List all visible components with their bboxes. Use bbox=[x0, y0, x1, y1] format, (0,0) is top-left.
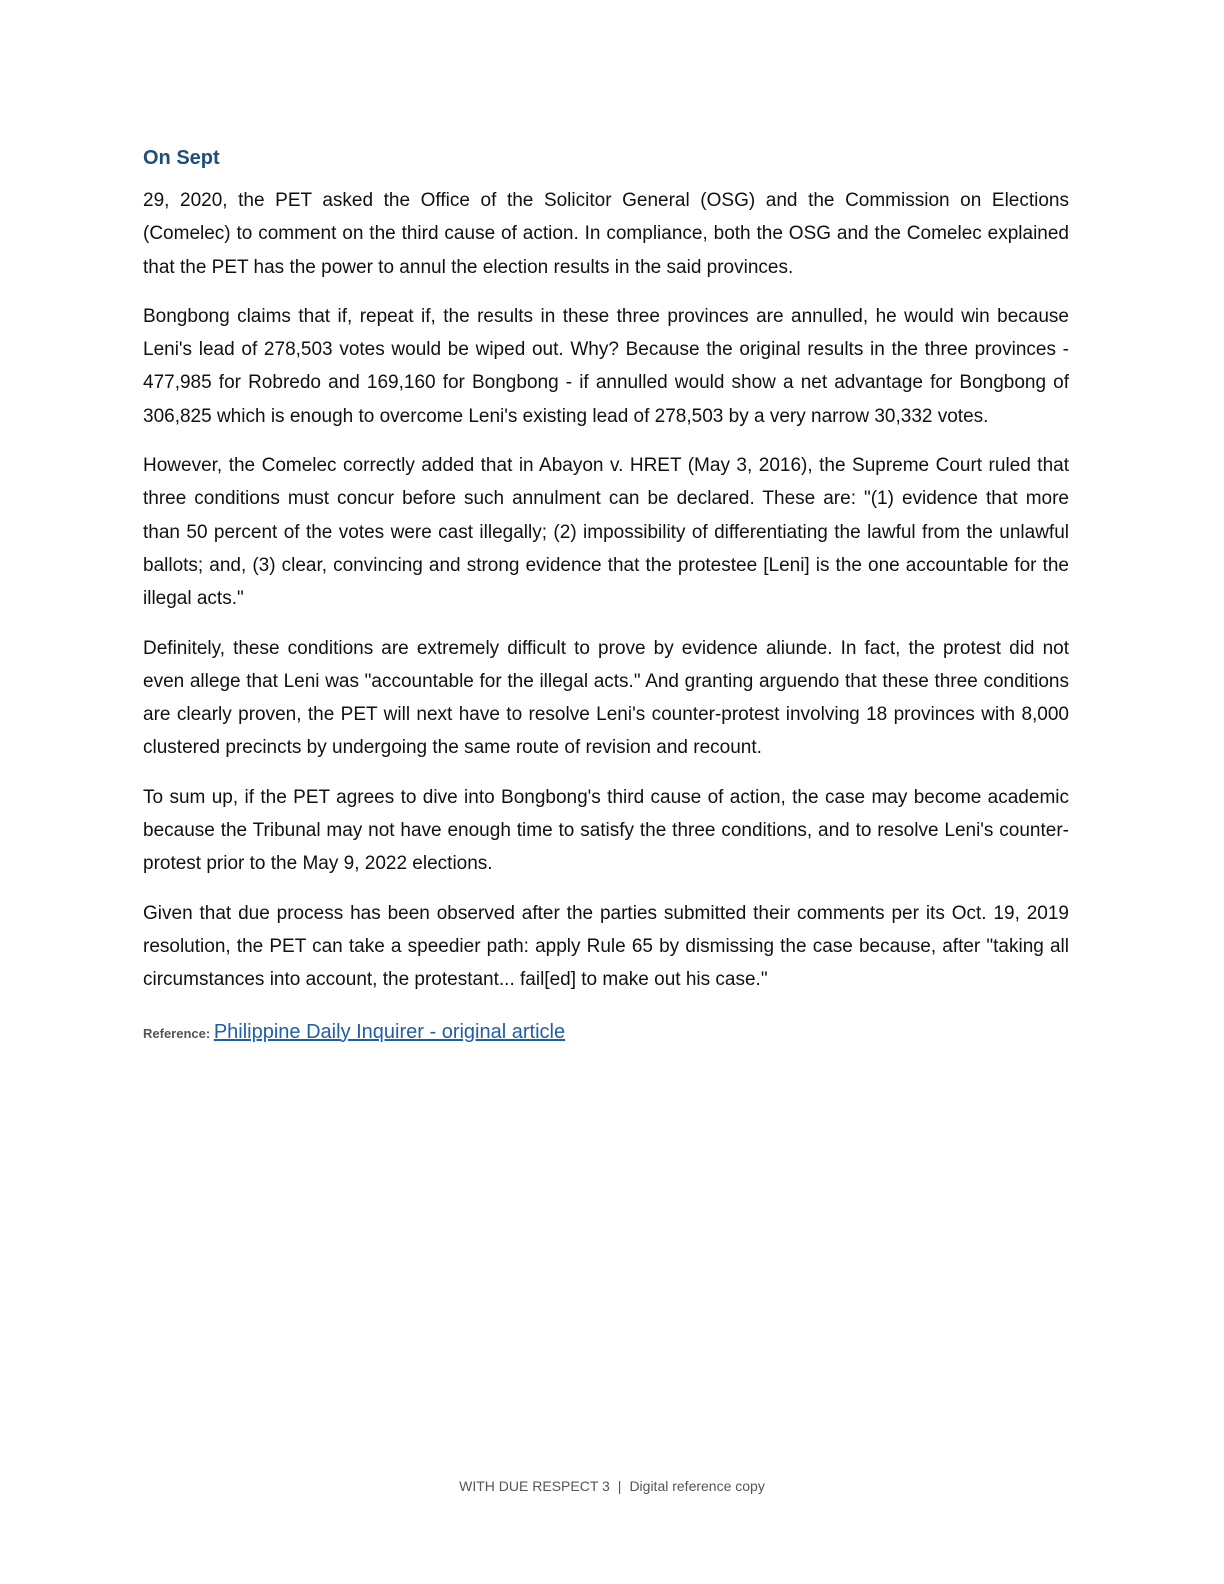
section-heading: On Sept bbox=[143, 147, 220, 169]
footer-page-label: WITH DUE RESPECT 3 bbox=[459, 1478, 610, 1494]
reference-label: Reference: bbox=[143, 1025, 211, 1041]
footer-separator: | bbox=[617, 1478, 622, 1494]
paragraph-osg-comelec: 29, 2020, the PET asked the Office of the Solicitor General (OSG) and the Commission on Elections (Comelec) to comment on the third cause of action. In compliance, both the OSG and the Comelec explained that the PET has the power to annul the election results in the said provinces. bbox=[143, 190, 1069, 278]
document-body bbox=[143, 141, 1069, 1048]
paragraph-abayon-conditions: However, the Comelec correctly added that in Abayon v. HRET (May 3, 2016), the Supreme Court ruled that three conditions must concur before such annulment can be declared. These are: "(1) evidence that more than 50 percent of the votes were cast illegally; (2) impossibility of differentiating the lawful from the unlawful ballots; and, (3) clear, convincing and strong evidence that the protestee [Leni] is the one accountable for the illegal acts." bbox=[143, 455, 1069, 610]
paragraph-sum-up: To sum up, if the PET agrees to dive into Bongbong's third cause of action, the case may become academic because the Tribunal may not have enough time to satisfy the three conditions, and to resolve Leni's counter-protest prior to the May 9, 2022 elections. bbox=[143, 786, 1069, 875]
paragraph-evidence-aliunde: Definitely, these conditions are extremely difficult to prove by evidence aliunde. In fact, the protest did not even allege that Leni was "accountable for the illegal acts." And granting arguendo that these three conditions are clearly proven, the PET will next have to resolve Leni's counter-protest involving 18 provinces with 8,000 clustered precincts by undergoing the same route of revision and recount. bbox=[143, 637, 1069, 759]
page-footer bbox=[0, 1478, 1224, 1494]
footer-copy-label: Digital reference copy bbox=[629, 1478, 765, 1494]
paragraph-due-process: Given that due process has been observed after the parties submitted their comments per its Oct. 19, 2019 resolution, the PET can take a speedier path: apply Rule 65 by dismissing the case because, after "taking all circumstances into account, the protestant... fail[ed] to make out his case." bbox=[143, 902, 1069, 991]
paragraph-bongbong-claims: Bongbong claims that if, repeat if, the results in these three provinces are annulled, he would win because Leni's lead of 278,503 votes would be wiped out. Why? Because the original results in the three provinces - 477,985 for Robredo and 169,160 for Bongbong - if annulled would show a net advantage for Bongbong of 306,825 which is enough to overcome Leni's existing lead of 278,503 by a very narrow 30,332 votes. bbox=[143, 305, 1069, 427]
reference-line bbox=[143, 1018, 1069, 1048]
reference-link[interactable]: Philippine Daily Inquirer - original article bbox=[213, 1020, 566, 1043]
